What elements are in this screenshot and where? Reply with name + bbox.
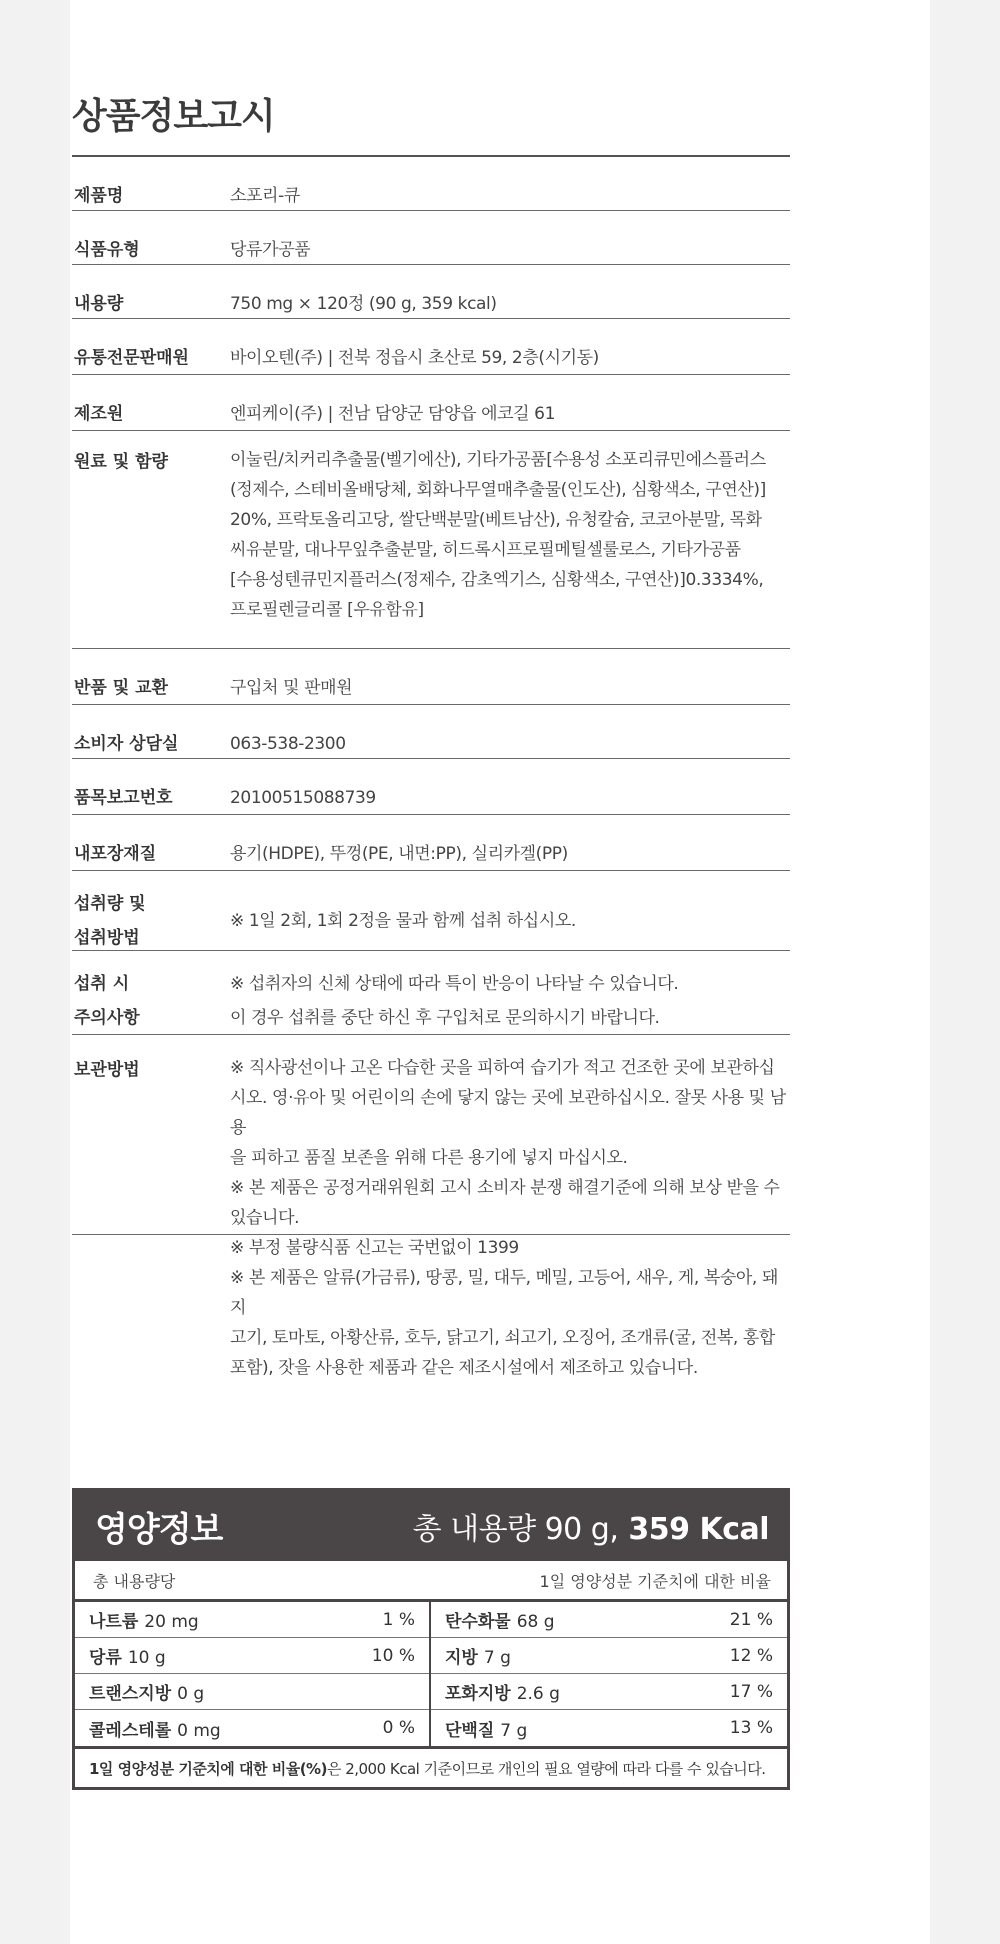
nutrition-cell: [75, 1638, 429, 1674]
nutrient-name: 단백질: [445, 1720, 495, 1741]
nutrition-cell: [75, 1602, 429, 1638]
nutrient-name: 당류: [89, 1648, 122, 1668]
nutrient-amount: 0 mg: [177, 1720, 221, 1741]
info-label: 유통전문판매원: [74, 348, 189, 368]
nutrition-cell: [75, 1674, 429, 1710]
info-row: [72, 759, 790, 815]
nutrition-total-amount: 총 내용량 90 g,: [412, 1512, 619, 1547]
nutrition-header: [75, 1491, 787, 1561]
nutrient: [89, 1607, 199, 1632]
info-label: 제조원: [74, 404, 124, 424]
nutrition-grid: [75, 1602, 787, 1746]
nutrition-sub-left: 총 내용량당: [93, 1571, 176, 1591]
info-row: [72, 649, 790, 705]
info-label: 식품유형: [74, 240, 140, 260]
nutrient-name: 콜레스테롤: [89, 1720, 172, 1741]
info-row: [72, 871, 790, 951]
nutrition-subheader: [75, 1561, 787, 1602]
info-row: [72, 815, 790, 871]
info-row: [72, 951, 790, 1035]
nutrition-foot-rest: 은 2,000 Kcal 기준이므로 개인의 필요 열량에 따라 다를 수 있습니다.: [326, 1759, 766, 1778]
nutrition-cell: [431, 1710, 787, 1746]
nutrient-amount: 2.6 g: [516, 1684, 560, 1704]
info-value: ※ 1일 2회, 1회 2정을 물과 함께 섭취 하십시오.: [230, 911, 576, 931]
info-label: 소비자 상담실: [74, 734, 179, 754]
nutrient-percent: 21 %: [729, 1609, 773, 1630]
nutrition-col-left: [75, 1602, 431, 1746]
nutrient-amount: 7 g: [500, 1720, 528, 1741]
nutrient: [89, 1643, 166, 1668]
nutrient: [445, 1643, 511, 1668]
nutrient: [445, 1607, 555, 1632]
info-row: [72, 319, 790, 375]
nutrition-cell: [75, 1710, 429, 1746]
info-row: [72, 375, 790, 431]
info-row: [72, 1035, 790, 1378]
nutrition-total-kcal: 359 Kcal: [628, 1512, 769, 1547]
info-label: 내용량: [74, 294, 124, 314]
nutrient-name: 트랜스지방: [89, 1684, 172, 1704]
info-value: 엔피케이(주) | 전남 담양군 담양읍 에코길 61: [230, 404, 555, 424]
info-value: ※ 섭취자의 신체 상태에 따라 특이 반응이 나타날 수 있습니다. 이 경우 섭취를 중단 하신 후 구입처로 문의하시기 바랍니다.: [230, 974, 679, 1028]
nutrition-sub-right: 1일 영양성분 기준치에 대한 비율: [539, 1571, 771, 1591]
nutrient-percent: 13 %: [729, 1718, 773, 1738]
info-value: 20100515088739: [230, 788, 376, 808]
info-value: 이눌린/치커리추출물(벨기에산), 기타가공품[수용성 소포리큐민에스플러스 (정제수, 스테비올배당체, 회화나무열매추출물(인도산), 심황색소, 구연산)] 20%, 프락토올리고당, 쌀단백분말(베트남산), 유청칼슘, 코코아분말, 목화 씨유분말, 대나무잎추출분말, 히드록시프로필메틸셀룰로스, 기타가공품 [수용성텐큐민지플러스(정제수, 감초엑기스, 심황색소, 구연산)]0.3334%, 프로필렌글리콜 [우유함유]: [230, 450, 766, 620]
info-row: [72, 705, 790, 759]
page-title: 상품정보고시: [72, 96, 275, 137]
nutrient-percent: 17 %: [729, 1681, 773, 1702]
info-value: 용기(HDPE), 뚜껑(PE, 내면:PP), 실리카겔(PP): [230, 844, 568, 864]
info-row: [72, 157, 790, 211]
info-row: [72, 211, 790, 265]
nutrient: [445, 1679, 560, 1704]
nutrient-name: 탄수화물: [445, 1612, 511, 1632]
nutrition-col-right: [431, 1602, 787, 1746]
info-value: 당류가공품: [230, 240, 311, 260]
info-value: 063-538-2300: [230, 734, 346, 754]
nutrient: [89, 1716, 221, 1741]
nutrition-foot-bold: 1일 영양성분 기준치에 대한 비율(%): [89, 1759, 327, 1778]
nutrient-amount: 20 mg: [144, 1612, 199, 1632]
nutrient-percent: 1 %: [382, 1609, 415, 1630]
nutrient-percent: 0 %: [382, 1718, 415, 1738]
nutrition-cell: [431, 1638, 787, 1674]
info-label: 원료 및 함량: [74, 452, 168, 472]
info-row: [72, 431, 790, 649]
info-label: 섭취량 및 섭취방법: [74, 894, 146, 948]
nutrient: [89, 1679, 204, 1704]
nutrition-total: [413, 1504, 769, 1548]
info-label: 반품 및 교환: [74, 678, 168, 698]
nutrition-footnote: [75, 1746, 787, 1787]
nutrient-percent: 10 %: [371, 1645, 415, 1666]
nutrient-name: 나트륨: [89, 1612, 139, 1632]
info-label: 제품명: [74, 186, 124, 206]
nutrition-title: 영양정보: [95, 1509, 223, 1550]
nutrient-amount: 7 g: [483, 1648, 511, 1668]
nutrition-cell: [431, 1602, 787, 1638]
nutrient-percent: 12 %: [729, 1645, 773, 1666]
info-table: [72, 155, 790, 1378]
info-label: 내포장재질: [74, 844, 157, 864]
nutrient-amount: 0 g: [177, 1684, 205, 1704]
info-value: 바이오텐(주) | 전북 정읍시 초산로 59, 2층(시기동): [230, 348, 599, 368]
info-value: ※ 직사광선이나 고온 다습한 곳을 피하여 습기가 적고 건조한 곳에 보관하십 시오. 영·유아 및 어린이의 손에 닿지 않는 곳에 보관하십시오. 잘못 사용 및 남용 을 피하고 품질 보존을 위해 다른 용기에 넣지 마십시오. ※ 본 제품은 공정거래위원회 고시 소비자 분쟁 해결기준에 의해 보상 받을 수 있습니다. ※ 부정 불량식품 신고는 국번없이 1399 ※ 본 제품은 알류(가금류), 땅콩, 밀, 대두, 메밀, 고등어, 새우, 게, 복숭아, 돼지 고기, 토마토, 아황산류, 호두, 닭고기, 쇠고기, 오징어, 조개류(굴, 전복, 홍합 포함), 잣을 사용한 제품과 같은 제조시설에서 제조하고 있습니다.: [230, 1058, 786, 1378]
info-label: 보관방법: [74, 1060, 140, 1080]
nutrient-name: 포화지방: [445, 1684, 511, 1704]
nutrient-amount: 10 g: [127, 1648, 166, 1668]
info-row: [72, 265, 790, 319]
info-label: 섭취 시 주의사항: [74, 974, 140, 1028]
info-value: 소포리-큐: [230, 186, 300, 206]
nutrition-panel: [72, 1488, 790, 1790]
nutrient-name: 지방: [445, 1648, 478, 1668]
info-label: 품목보고번호: [74, 788, 173, 808]
nutrient-amount: 68 g: [516, 1612, 555, 1632]
nutrition-cell: [431, 1674, 787, 1710]
info-value: 750 mg × 120정 (90 g, 359 kcal): [230, 294, 497, 314]
nutrient: [445, 1716, 527, 1741]
info-value: 구입처 및 판매원: [230, 678, 353, 698]
